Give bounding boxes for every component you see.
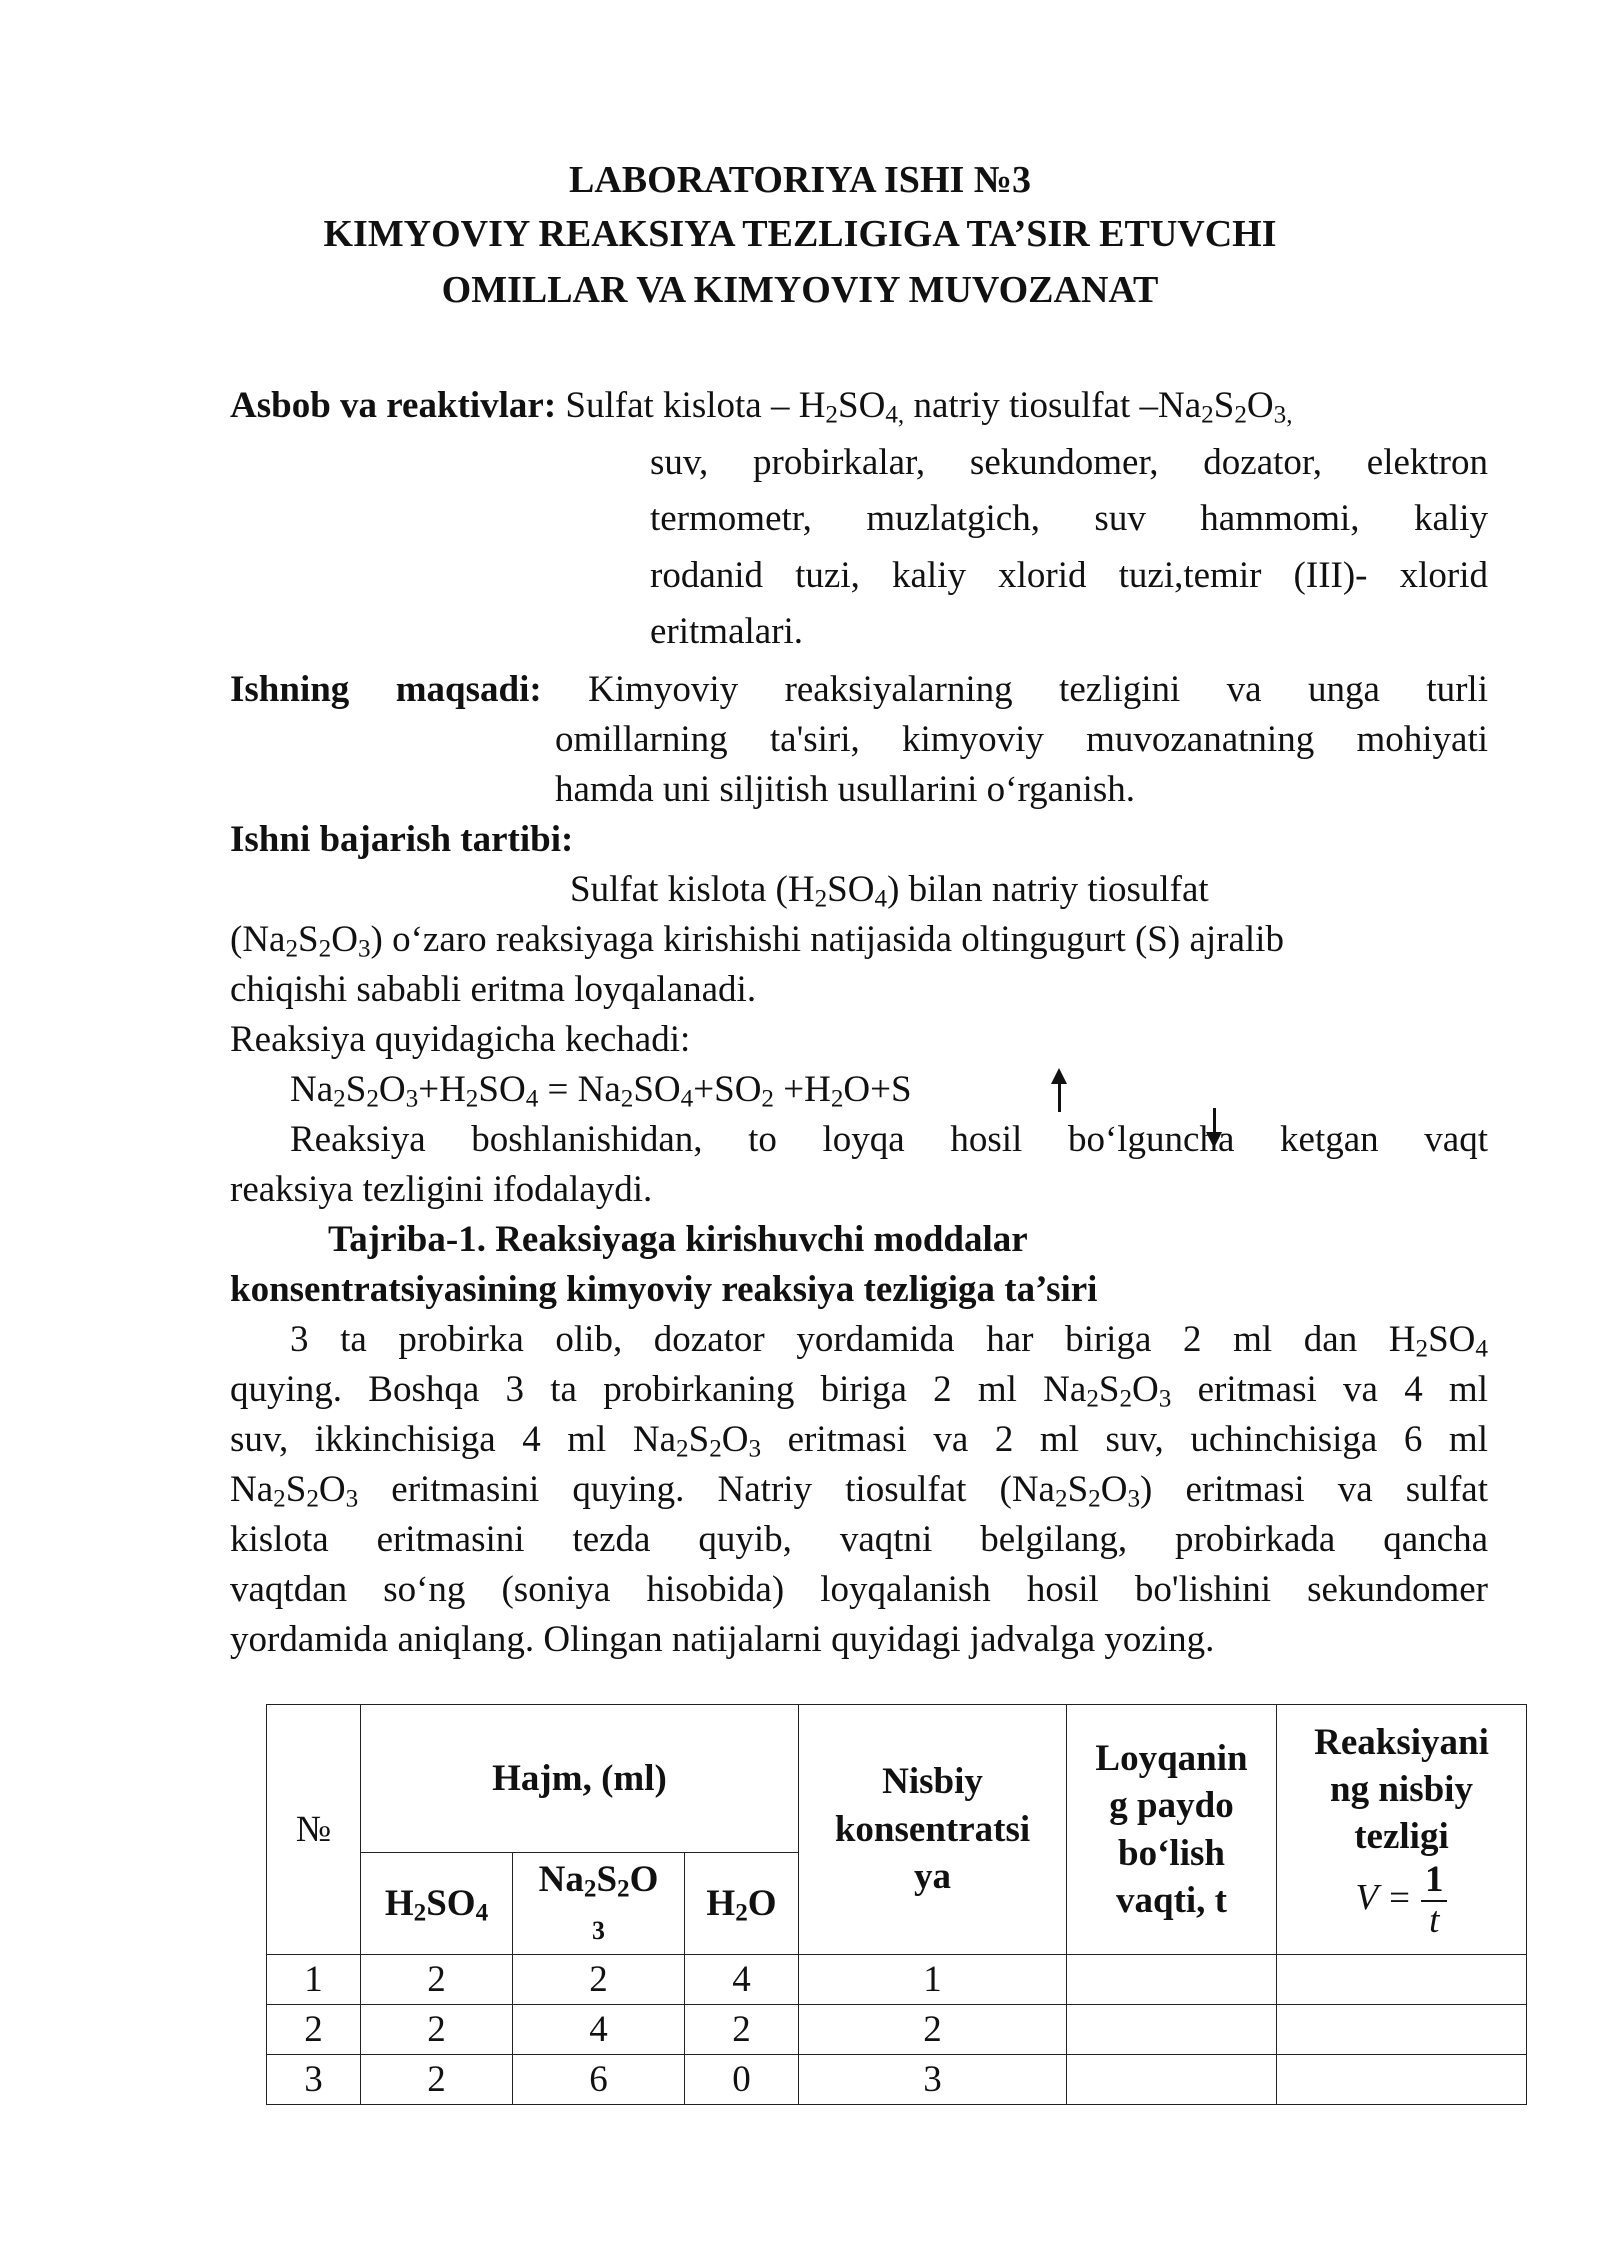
- experiment-text-line3: suv, ikkinchisiga 4 ml $Na_2S_2O_3$ eritmasi va 2 ml suv, uchinchisiga 6 ml: [230, 1419, 1488, 1463]
- table-row: 3 2 6 0 3: [267, 2055, 1527, 2105]
- experiment-text-line7: yordamida aniqlang. Olingan natijalarni quyidagi jadvalga yozing.: [230, 1619, 1215, 1660]
- equipment-line4: rodanid tuzi, kaliy xlorid tuzi,temir (III)- xlorid: [650, 555, 1488, 596]
- header-number: №: [267, 1705, 361, 1955]
- table-row: 1 2 2 4 1: [267, 1955, 1527, 2005]
- procedure-label: Ishni bajarish tartibi:: [230, 819, 574, 860]
- reaction-equation: $Na_2S_2O_3+H_2SO_4 = Na_2SO_4+SO_2 +H_2O+S$: [290, 1069, 912, 1113]
- equipment-line2: suv, probirkalar, sekundomer, dozator, elektron: [650, 442, 1488, 483]
- experiment-text-line4: $Na_2S_2O_3$ eritmasini quying. Natriy tiosulfat $(Na_2S_2O_3)$ eritmasi va sulfat: [230, 1469, 1488, 1513]
- experiment-heading-line1: Tajriba-1. Reaksiyaga kirishuvchi moddalar: [328, 1219, 1028, 1260]
- purpose-line2: omillarning ta'siri, kimyoviy muvozanatning mohiyati: [555, 719, 1488, 760]
- header-turbidity-time: Loyqanin g paydo bo‘lish vaqti, t: [1067, 1705, 1277, 1955]
- procedure-line3: chiqishi sababli eritma loyqalanadi.: [230, 969, 757, 1010]
- purpose-line3: hamda uni siljitish usullarini o‘rganish.: [555, 769, 1135, 810]
- gas-release-arrow-icon: [1058, 1082, 1061, 1112]
- procedure-line6: reaksiya tezligini ifodalaydi.: [230, 1169, 653, 1210]
- purpose-label: Ishning maqsadi:: [230, 669, 542, 710]
- results-table: [266, 1704, 1527, 2105]
- purpose-line1: Ishning maqsadi: Kimyoviy reaksiyalarning tezligini va unga turli: [230, 669, 1488, 710]
- header-volume: Hajm, (ml): [361, 1705, 799, 1853]
- rate-fraction: $\frac{1}{t}$: [1421, 1861, 1448, 1941]
- rate-formula: V =: [1355, 1877, 1412, 1919]
- experiment-text-line1: 3 ta probirka olib, dozator yordamida har biriga 2 ml dan $H_2SO_4$: [290, 1319, 1488, 1363]
- equipment-line5: eritmalari.: [650, 611, 804, 652]
- lab-title-line1: KIMYOVIY REAKSIYA TEZLIGIGA TA’SIR ETUVCHI: [323, 213, 1277, 255]
- header-h2so4: $H_2SO_4$: [361, 1853, 513, 1955]
- experiment-text-line5: kislota eritmasini tezda quyib, vaqtni belgilang, probirkada qancha: [230, 1519, 1488, 1560]
- procedure-line5: Reaksiya boshlanishidan, to loyqa hosil bo‘lguncha ketgan vaqt: [290, 1119, 1488, 1160]
- header-na2s2o3: $Na_2S_2O$ 3: [513, 1853, 685, 1955]
- equipment-line1: Asbob va reaktivlar: Sulfat kislota – $H_2SO_{4,}$ natriy tiosulfat $-Na_2S_2O_{3,}$: [230, 385, 1293, 429]
- procedure-line4: Reaksiya quyidagicha kechadi:: [230, 1019, 691, 1060]
- experiment-heading-line2: konsentratsiyasining kimyoviy reaksiya tezligiga ta’siri: [230, 1269, 1098, 1310]
- header-h2o: $H_2O$: [685, 1853, 799, 1955]
- header-relative-rate: Reaksiyani ng nisbiy tezligi V = $\frac{1}{t}$: [1277, 1705, 1527, 1955]
- header-relative-concentration: Nisbiy konsentratsi ya: [799, 1705, 1067, 1955]
- lab-number-title: LABORATORIYA ISHI №3: [569, 159, 1031, 201]
- equipment-label: Asbob va reaktivlar:: [230, 385, 557, 426]
- experiment-text-line6: vaqtdan so‘ng (soniya hisobida) loyqalanish hosil bo'lishini sekundomer: [230, 1569, 1488, 1610]
- equipment-line3: termometr, muzlatgich, suv hammomi, kaliy: [650, 498, 1488, 539]
- procedure-line2: $(Na_2S_2O_3)$ o‘zaro reaksiyaga kirishishi natijasida oltingugurt (S) ajralib: [230, 919, 1284, 963]
- table-row: 2 2 4 2 2: [267, 2005, 1527, 2055]
- lab-title-line2: OMILLAR VA KIMYOVIY MUVOZANAT: [441, 269, 1159, 311]
- experiment-text-line2: quying. Boshqa 3 ta probirkaning biriga 2 ml $Na_2S_2O_3$ eritmasi va 4 ml: [230, 1369, 1488, 1413]
- procedure-line1: Sulfat kislota $(H_2SO_4)$ bilan natriy tiosulfat: [570, 869, 1209, 913]
